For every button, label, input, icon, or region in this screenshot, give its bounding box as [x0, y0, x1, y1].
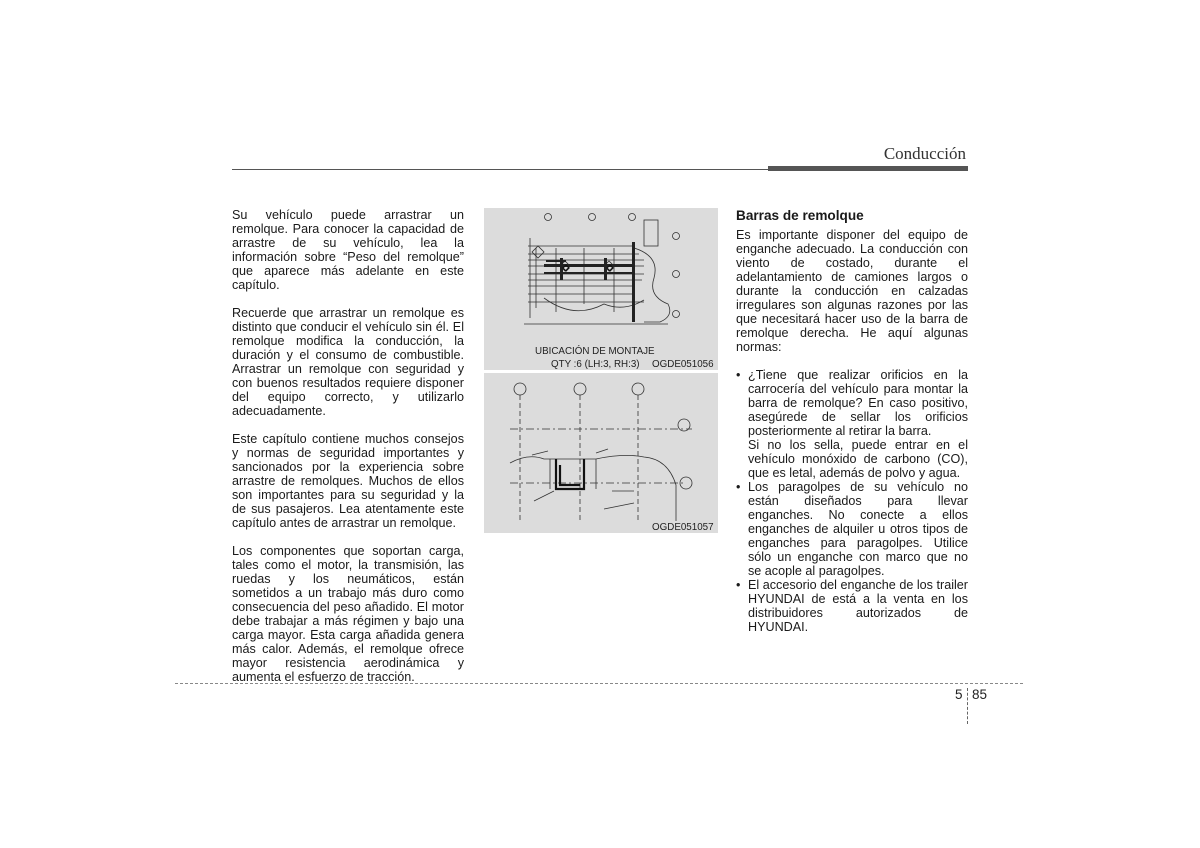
paragraph: Este capítulo contiene muchos consejos y normas de seguridad importantes y sancionados por la experiencia sobre arrastre de remolques. Muchos de ellos son importantes para su seguridad y la de sus pasajeros. Lea atentamente este capítulo antes de arrastrar un remolque.: [232, 432, 464, 530]
header-rule: [232, 169, 768, 170]
paragraph: Su vehículo puede arrastrar un remolque. Para conocer la capacidad de arrastre de su vehículo, lea la información sobre “Peso del remolque” que aparece más adelante en este capítulo.: [232, 208, 464, 292]
bullet-continuation: Si no los sella, puede entrar en el vehículo monóxido de carbono (CO), que es letal, además de polvo y agua.: [748, 438, 968, 480]
bullet-text: • ¿Tiene que realizar orificios en la carrocería del vehículo para montar la barra de remolque? En caso positivo, asegúrede de sellar los orificios posteriormente al retirar la barra.: [748, 368, 968, 438]
list-item: [736, 368, 968, 438]
intro-paragraph: Es importante disponer del equipo de enganche adecuado. La conducción con viento de costado, durante el adelantamiento de camiones largos o durante la conducción en calzadas irregulares son algunas razones por las que necesitará hacer uso de la barra de remolque derecha. He aquí algunas normas:: [736, 228, 968, 354]
header-rule-accent: [768, 166, 968, 171]
right-column: [736, 208, 968, 634]
bullet-text: • El accesorio del enganche de los trailer HYUNDAI de está a la venta en los distribuidores autorizados de HYUNDAI.: [748, 578, 968, 634]
list-item: [736, 578, 968, 634]
bullet-text: • Los paragolpes de su vehículo no están diseñados para llevar enganches. No conecte a ellos enganches de alquiler u otros tipos de enganches para paragolpes. Utilice sólo un enganche con marco que no se acople al paragolpes.: [748, 480, 968, 578]
figure-caption-qty: QTY :6 (LH:3, RH:3): [551, 359, 640, 370]
figure-caption-title: UBICACIÓN DE MONTAJE: [535, 346, 655, 357]
figure-section-detail: [484, 373, 718, 533]
page-number: 85: [972, 687, 988, 702]
section-diagram: [484, 373, 718, 533]
paragraph: Recuerde que arrastrar un remolque es distinto que conducir el vehículo sin él. El remolque modifica la conducción, la duración y el consumo de combustible. Arrastrar un remolque con seguridad y con buenos resultados requiere disponer del equipo correcto, y utilizarlo adecuadamente.: [232, 306, 464, 418]
paragraph: Los componentes que soportan carga, tales como el motor, la transmisión, las ruedas y los neumáticos, están sometidos a un trabajo más duro como consecuencia del peso añadido. El motor debe trabajar a más régimen y bajo una carga mayor. Esta carga añadida genera más calor. Además, el remolque ofrece mayor resistencia aerodinámica y aumenta el esfuerzo de tracción.: [232, 544, 464, 684]
page-number-divider: [967, 688, 968, 724]
bullet-list: [736, 368, 968, 634]
figure-code: OGDE051056: [652, 359, 714, 370]
section-heading: Barras de remolque: [736, 208, 864, 223]
footer-rule: [175, 683, 1023, 684]
left-column: [232, 208, 464, 698]
chapter-number: 5: [955, 687, 963, 702]
list-item: [736, 480, 968, 578]
figure-code: OGDE051057: [652, 522, 714, 533]
section-title: Conducción: [883, 144, 966, 163]
